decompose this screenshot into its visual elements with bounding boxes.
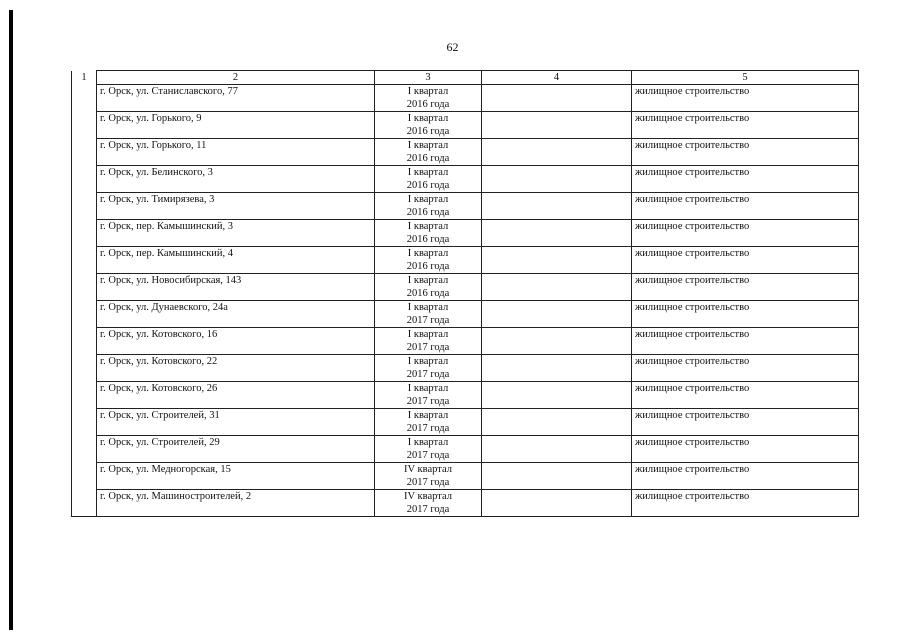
row-number-cell bbox=[72, 436, 97, 463]
term-year: 2017 года bbox=[406, 423, 450, 434]
term-quarter: I квартал bbox=[407, 86, 449, 97]
purpose-cell: жилищное строительство bbox=[632, 436, 859, 463]
term-quarter: I квартал bbox=[407, 248, 449, 259]
column-4-cell bbox=[482, 328, 632, 355]
address-cell: г. Орск, ул. Новосибирская, 143 bbox=[97, 274, 375, 301]
column-4-cell bbox=[482, 301, 632, 328]
column-number-1: 1 bbox=[72, 71, 97, 85]
purpose-cell: жилищное строительство bbox=[632, 463, 859, 490]
term-quarter: I квартал bbox=[407, 383, 449, 394]
row-number-cell bbox=[72, 301, 97, 328]
term-quarter: I квартал bbox=[407, 140, 449, 151]
term-year: 2017 года bbox=[406, 369, 450, 380]
term-year: 2017 года bbox=[406, 450, 450, 461]
address-cell: г. Орск, ул. Машиностроителей, 2 bbox=[97, 490, 375, 517]
address-cell: г. Орск, ул. Тимирязева, 3 bbox=[97, 193, 375, 220]
table-row bbox=[72, 247, 859, 274]
row-number-cell bbox=[72, 166, 97, 193]
term-quarter: I квартал bbox=[407, 275, 449, 286]
column-4-cell bbox=[482, 220, 632, 247]
purpose-cell: жилищное строительство bbox=[632, 490, 859, 517]
term-cell bbox=[375, 85, 482, 112]
table-row bbox=[72, 274, 859, 301]
column-number-3: 3 bbox=[375, 71, 482, 85]
term-quarter: I квартал bbox=[407, 410, 449, 421]
term-cell bbox=[375, 166, 482, 193]
row-number-cell bbox=[72, 193, 97, 220]
term-cell bbox=[375, 328, 482, 355]
address-cell: г. Орск, ул. Котовского, 26 bbox=[97, 382, 375, 409]
purpose-cell: жилищное строительство bbox=[632, 139, 859, 166]
page-number: 62 bbox=[446, 40, 459, 54]
address-cell: г. Орск, ул. Дунаевского, 24а bbox=[97, 301, 375, 328]
purpose-cell: жилищное строительство bbox=[632, 382, 859, 409]
row-number-cell bbox=[72, 382, 97, 409]
purpose-cell: жилищное строительство bbox=[632, 85, 859, 112]
column-4-cell bbox=[482, 490, 632, 517]
term-year: 2016 года bbox=[406, 207, 450, 218]
table-body bbox=[72, 71, 859, 517]
row-number-cell bbox=[72, 220, 97, 247]
term-quarter: I квартал bbox=[407, 194, 449, 205]
term-quarter: I квартал bbox=[407, 356, 449, 367]
row-number-cell bbox=[72, 490, 97, 517]
column-4-cell bbox=[482, 139, 632, 166]
row-number-cell bbox=[72, 247, 97, 274]
term-quarter: I квартал bbox=[407, 329, 449, 340]
term-quarter: IV квартал bbox=[404, 464, 452, 475]
address-cell: г. Орск, пер. Камышинский, 3 bbox=[97, 220, 375, 247]
purpose-cell: жилищное строительство bbox=[632, 409, 859, 436]
table-row bbox=[72, 355, 859, 382]
purpose-cell: жилищное строительство bbox=[632, 247, 859, 274]
term-year: 2017 года bbox=[406, 396, 450, 407]
term-cell bbox=[375, 355, 482, 382]
row-number-cell bbox=[72, 409, 97, 436]
address-cell: г. Орск, ул. Строителей, 29 bbox=[97, 436, 375, 463]
column-number-4: 4 bbox=[482, 71, 632, 85]
row-number-cell bbox=[72, 139, 97, 166]
term-cell bbox=[375, 247, 482, 274]
table-row bbox=[72, 436, 859, 463]
address-cell: г. Орск, ул. Котовского, 22 bbox=[97, 355, 375, 382]
row-number-cell bbox=[72, 112, 97, 139]
term-cell bbox=[375, 193, 482, 220]
row-number-cell bbox=[72, 355, 97, 382]
column-number-row bbox=[72, 71, 859, 85]
table-row bbox=[72, 85, 859, 112]
row-number-cell bbox=[72, 328, 97, 355]
purpose-cell: жилищное строительство bbox=[632, 112, 859, 139]
binding-edge bbox=[9, 10, 13, 630]
column-4-cell bbox=[482, 193, 632, 220]
address-cell: г. Орск, пер. Камышинский, 4 bbox=[97, 247, 375, 274]
purpose-cell: жилищное строительство bbox=[632, 166, 859, 193]
term-cell bbox=[375, 382, 482, 409]
term-cell bbox=[375, 220, 482, 247]
term-cell bbox=[375, 436, 482, 463]
purpose-cell: жилищное строительство bbox=[632, 193, 859, 220]
column-4-cell bbox=[482, 247, 632, 274]
term-year: 2016 года bbox=[406, 234, 450, 245]
term-year: 2016 года bbox=[406, 180, 450, 191]
term-cell bbox=[375, 490, 482, 517]
address-cell: г. Орск, ул. Белинского, 3 bbox=[97, 166, 375, 193]
column-number-2: 2 bbox=[97, 71, 375, 85]
table-row bbox=[72, 409, 859, 436]
table-row bbox=[72, 490, 859, 517]
term-year: 2016 года bbox=[406, 99, 450, 110]
table-row bbox=[72, 328, 859, 355]
table-row bbox=[72, 193, 859, 220]
purpose-cell: жилищное строительство bbox=[632, 328, 859, 355]
term-quarter: IV квартал bbox=[404, 491, 452, 502]
column-number-5: 5 bbox=[632, 71, 859, 85]
address-cell: г. Орск, ул. Горького, 9 bbox=[97, 112, 375, 139]
term-quarter: I квартал bbox=[407, 221, 449, 232]
term-cell bbox=[375, 112, 482, 139]
term-cell bbox=[375, 139, 482, 166]
term-cell bbox=[375, 274, 482, 301]
column-4-cell bbox=[482, 409, 632, 436]
table-row bbox=[72, 301, 859, 328]
term-year: 2017 года bbox=[406, 315, 450, 326]
purpose-cell: жилищное строительство bbox=[632, 301, 859, 328]
purpose-cell: жилищное строительство bbox=[632, 274, 859, 301]
column-4-cell bbox=[482, 436, 632, 463]
term-year: 2016 года bbox=[406, 261, 450, 272]
term-year: 2016 года bbox=[406, 288, 450, 299]
row-number-cell bbox=[72, 274, 97, 301]
term-year: 2016 года bbox=[406, 126, 450, 137]
address-cell: г. Орск, ул. Строителей, 31 bbox=[97, 409, 375, 436]
column-4-cell bbox=[482, 274, 632, 301]
term-year: 2016 года bbox=[406, 153, 450, 164]
column-4-cell bbox=[482, 463, 632, 490]
column-4-cell bbox=[482, 166, 632, 193]
term-year: 2017 года bbox=[406, 504, 450, 515]
column-4-cell bbox=[482, 112, 632, 139]
row-number-cell bbox=[72, 463, 97, 490]
term-cell bbox=[375, 301, 482, 328]
table-row bbox=[72, 112, 859, 139]
term-year: 2017 года bbox=[406, 342, 450, 353]
term-cell bbox=[375, 463, 482, 490]
table-row bbox=[72, 463, 859, 490]
term-quarter: I квартал bbox=[407, 437, 449, 448]
table-row bbox=[72, 166, 859, 193]
row-number-cell bbox=[72, 85, 97, 112]
term-quarter: I квартал bbox=[407, 113, 449, 124]
column-4-cell bbox=[482, 382, 632, 409]
land-plots-table bbox=[71, 70, 859, 517]
column-4-cell bbox=[482, 85, 632, 112]
column-4-cell bbox=[482, 355, 632, 382]
term-year: 2017 года bbox=[406, 477, 450, 488]
address-cell: г. Орск, ул. Горького, 11 bbox=[97, 139, 375, 166]
purpose-cell: жилищное строительство bbox=[632, 220, 859, 247]
table-row bbox=[72, 382, 859, 409]
address-cell: г. Орск, ул. Станиславского, 77 bbox=[97, 85, 375, 112]
address-cell: г. Орск, ул. Медногорская, 15 bbox=[97, 463, 375, 490]
term-cell bbox=[375, 409, 482, 436]
address-cell: г. Орск, ул. Котовского, 16 bbox=[97, 328, 375, 355]
purpose-cell: жилищное строительство bbox=[632, 355, 859, 382]
table-row bbox=[72, 220, 859, 247]
term-quarter: I квартал bbox=[407, 167, 449, 178]
table-row bbox=[72, 139, 859, 166]
term-quarter: I квартал bbox=[407, 302, 449, 313]
